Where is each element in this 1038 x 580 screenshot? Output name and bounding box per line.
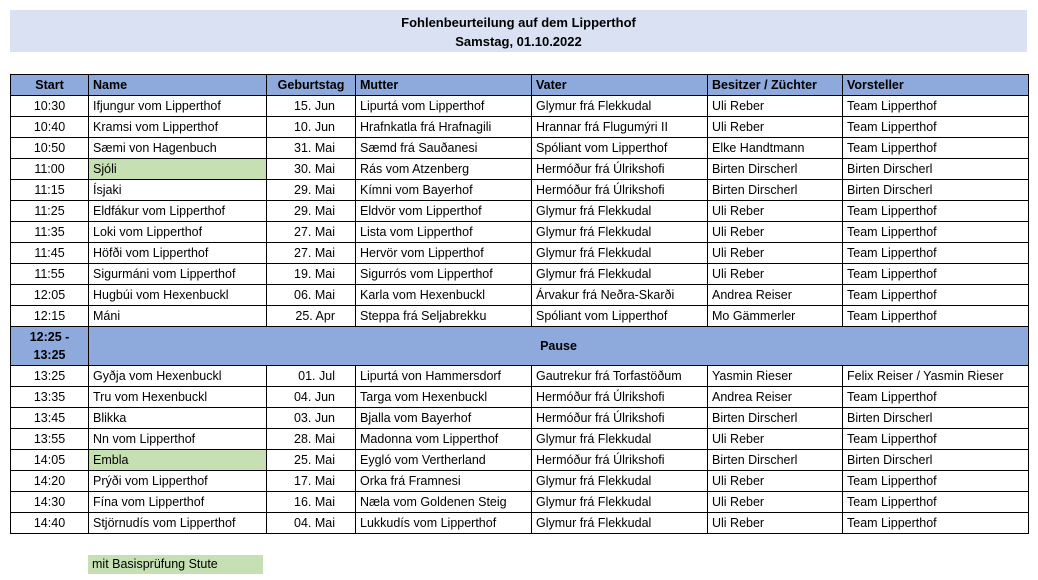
col-name-header: Name bbox=[89, 75, 267, 96]
pause-time-start: 12:25 - bbox=[29, 330, 70, 344]
cell-geburtstag: 04. Jun bbox=[267, 387, 356, 408]
cell-name: Höfði vom Lipperthof bbox=[89, 243, 267, 264]
cell-vorsteller: Team Lipperthof bbox=[843, 306, 1029, 327]
cell-vater: Glymur frá Flekkudal bbox=[532, 201, 708, 222]
cell-geburtstag: 29. Mai bbox=[267, 201, 356, 222]
cell-vorsteller: Team Lipperthof bbox=[843, 243, 1029, 264]
cell-name: Eldfákur vom Lipperthof bbox=[89, 201, 267, 222]
cell-besitzer: Andrea Reiser bbox=[708, 387, 843, 408]
cell-mutter: Lipurtá vom Lipperthof bbox=[356, 96, 532, 117]
page-subtitle: Samstag, 01.10.2022 bbox=[455, 34, 582, 49]
table-row bbox=[11, 285, 1029, 306]
cell-vater: Glymur frá Flekkudal bbox=[532, 264, 708, 285]
cell-mutter: Madonna vom Lipperthof bbox=[356, 429, 532, 450]
cell-mutter: Lista vom Lipperthof bbox=[356, 222, 532, 243]
cell-vorsteller: Team Lipperthof bbox=[843, 513, 1029, 534]
cell-start: 13:55 bbox=[11, 429, 89, 450]
cell-vorsteller: Felix Reiser / Yasmin Rieser bbox=[843, 366, 1029, 387]
cell-start: 11:55 bbox=[11, 264, 89, 285]
cell-start: 13:25 bbox=[11, 366, 89, 387]
pause-label: Pause bbox=[89, 327, 1029, 366]
cell-besitzer: Birten Dirscherl bbox=[708, 180, 843, 201]
cell-vorsteller: Birten Dirscherl bbox=[843, 180, 1029, 201]
cell-geburtstag: 27. Mai bbox=[267, 243, 356, 264]
cell-name: Fína vom Lipperthof bbox=[89, 492, 267, 513]
table-row bbox=[11, 222, 1029, 243]
pause-row bbox=[11, 327, 1029, 366]
cell-geburtstag: 06. Mai bbox=[267, 285, 356, 306]
cell-start: 12:15 bbox=[11, 306, 89, 327]
cell-vorsteller: Team Lipperthof bbox=[843, 492, 1029, 513]
col-mutter-header: Mutter bbox=[356, 75, 532, 96]
cell-mutter: Lipurtá von Hammersdorf bbox=[356, 366, 532, 387]
table-row bbox=[11, 450, 1029, 471]
cell-vater: Gautrekur frá Torfastöðum bbox=[532, 366, 708, 387]
cell-vater: Glymur frá Flekkudal bbox=[532, 471, 708, 492]
cell-name: Sigurmáni vom Lipperthof bbox=[89, 264, 267, 285]
cell-geburtstag: 01. Jul bbox=[267, 366, 356, 387]
cell-name: Ísjaki bbox=[89, 180, 267, 201]
cell-geburtstag: 03. Jun bbox=[267, 408, 356, 429]
cell-mutter: Kímni vom Bayerhof bbox=[356, 180, 532, 201]
table-row bbox=[11, 408, 1029, 429]
cell-besitzer: Uli Reber bbox=[708, 471, 843, 492]
cell-mutter: Karla vom Hexenbuckl bbox=[356, 285, 532, 306]
cell-name: Tru vom Hexenbuckl bbox=[89, 387, 267, 408]
cell-besitzer: Uli Reber bbox=[708, 513, 843, 534]
cell-vater: Hrannar frá Flugumýri II bbox=[532, 117, 708, 138]
col-geburtstag-header: Geburtstag bbox=[267, 75, 356, 96]
cell-vater: Spóliant vom Lipperthof bbox=[532, 138, 708, 159]
cell-mutter: Rás vom Atzenberg bbox=[356, 159, 532, 180]
cell-vorsteller: Team Lipperthof bbox=[843, 222, 1029, 243]
cell-name: Nn vom Lipperthof bbox=[89, 429, 267, 450]
cell-geburtstag: 30. Mai bbox=[267, 159, 356, 180]
table-row bbox=[11, 159, 1029, 180]
cell-mutter: Eldvör vom Lipperthof bbox=[356, 201, 532, 222]
cell-start: 14:40 bbox=[11, 513, 89, 534]
cell-vorsteller: Team Lipperthof bbox=[843, 429, 1029, 450]
cell-start: 11:35 bbox=[11, 222, 89, 243]
cell-besitzer: Uli Reber bbox=[708, 264, 843, 285]
cell-geburtstag: 29. Mai bbox=[267, 180, 356, 201]
cell-vorsteller: Team Lipperthof bbox=[843, 264, 1029, 285]
cell-start: 10:30 bbox=[11, 96, 89, 117]
cell-geburtstag: 28. Mai bbox=[267, 429, 356, 450]
cell-mutter: Eygló vom Vertherland bbox=[356, 450, 532, 471]
table-row bbox=[11, 138, 1029, 159]
cell-besitzer: Andrea Reiser bbox=[708, 285, 843, 306]
cell-vorsteller: Team Lipperthof bbox=[843, 96, 1029, 117]
cell-start: 13:35 bbox=[11, 387, 89, 408]
cell-besitzer: Uli Reber bbox=[708, 201, 843, 222]
cell-start: 14:20 bbox=[11, 471, 89, 492]
schedule-table bbox=[10, 74, 1029, 534]
cell-vater: Hermóður frá Úlrikshofi bbox=[532, 408, 708, 429]
cell-name: Blikka bbox=[89, 408, 267, 429]
cell-geburtstag: 04. Mai bbox=[267, 513, 356, 534]
cell-vater: Árvakur frá Neðra-Skarði bbox=[532, 285, 708, 306]
cell-vater: Glymur frá Flekkudal bbox=[532, 222, 708, 243]
col-vater-header: Vater bbox=[532, 75, 708, 96]
table-row bbox=[11, 471, 1029, 492]
cell-besitzer: Uli Reber bbox=[708, 222, 843, 243]
cell-vorsteller: Birten Dirscherl bbox=[843, 408, 1029, 429]
cell-mutter: Steppa frá Seljabrekku bbox=[356, 306, 532, 327]
cell-name: Loki vom Lipperthof bbox=[89, 222, 267, 243]
cell-mutter: Orka frá Framnesi bbox=[356, 471, 532, 492]
cell-besitzer: Uli Reber bbox=[708, 96, 843, 117]
header-row bbox=[11, 75, 1029, 96]
cell-besitzer: Birten Dirscherl bbox=[708, 450, 843, 471]
table-row bbox=[11, 96, 1029, 117]
legend-basisprufung: mit Basisprüfung Stute bbox=[88, 555, 263, 574]
cell-geburtstag: 25. Mai bbox=[267, 450, 356, 471]
cell-name: Gyðja vom Hexenbuckl bbox=[89, 366, 267, 387]
cell-name: Hugbúi vom Hexenbuckl bbox=[89, 285, 267, 306]
cell-vorsteller: Team Lipperthof bbox=[843, 471, 1029, 492]
cell-name: Prýði vom Lipperthof bbox=[89, 471, 267, 492]
cell-geburtstag: 10. Jun bbox=[267, 117, 356, 138]
cell-start: 10:50 bbox=[11, 138, 89, 159]
cell-mutter: Sigurrós vom Lipperthof bbox=[356, 264, 532, 285]
table-row bbox=[11, 387, 1029, 408]
cell-besitzer: Uli Reber bbox=[708, 243, 843, 264]
table-row bbox=[11, 117, 1029, 138]
cell-vorsteller: Team Lipperthof bbox=[843, 387, 1029, 408]
cell-mutter: Lukkudís vom Lipperthof bbox=[356, 513, 532, 534]
cell-besitzer: Uli Reber bbox=[708, 117, 843, 138]
table-row bbox=[11, 366, 1029, 387]
cell-start: 14:05 bbox=[11, 450, 89, 471]
cell-start: 11:15 bbox=[11, 180, 89, 201]
table-row bbox=[11, 492, 1029, 513]
cell-start: 11:45 bbox=[11, 243, 89, 264]
cell-besitzer: Birten Dirscherl bbox=[708, 408, 843, 429]
page-title: Fohlenbeurteilung auf dem Lipperthof bbox=[401, 15, 636, 30]
cell-mutter: Næla vom Goldenen Steig bbox=[356, 492, 532, 513]
cell-vater: Hermóður frá Úlrikshofi bbox=[532, 387, 708, 408]
cell-name: Sæmi von Hagenbuch bbox=[89, 138, 267, 159]
cell-vorsteller: Birten Dirscherl bbox=[843, 450, 1029, 471]
cell-vorsteller: Team Lipperthof bbox=[843, 138, 1029, 159]
cell-besitzer: Mo Gämmerler bbox=[708, 306, 843, 327]
cell-geburtstag: 31. Mai bbox=[267, 138, 356, 159]
cell-start: 14:30 bbox=[11, 492, 89, 513]
cell-start: 11:00 bbox=[11, 159, 89, 180]
cell-mutter: Bjalla vom Bayerhof bbox=[356, 408, 532, 429]
cell-vater: Hermóður frá Úlrikshofi bbox=[532, 159, 708, 180]
table-row bbox=[11, 306, 1029, 327]
cell-besitzer: Uli Reber bbox=[708, 492, 843, 513]
cell-vater: Glymur frá Flekkudal bbox=[532, 243, 708, 264]
pause-time-end: 13:25 bbox=[33, 348, 66, 362]
title-banner bbox=[10, 10, 1027, 52]
cell-vater: Hermóður frá Úlrikshofi bbox=[532, 450, 708, 471]
cell-vorsteller: Team Lipperthof bbox=[843, 285, 1029, 306]
cell-name: Sjóli bbox=[89, 159, 267, 180]
col-besitzer-header: Besitzer / Züchter bbox=[708, 75, 843, 96]
cell-vater: Glymur frá Flekkudal bbox=[532, 96, 708, 117]
cell-name: Stjörnudís vom Lipperthof bbox=[89, 513, 267, 534]
cell-besitzer: Birten Dirscherl bbox=[708, 159, 843, 180]
cell-name: Ifjungur vom Lipperthof bbox=[89, 96, 267, 117]
cell-besitzer: Elke Handtmann bbox=[708, 138, 843, 159]
cell-besitzer: Uli Reber bbox=[708, 429, 843, 450]
table-row bbox=[11, 264, 1029, 285]
cell-vater: Hermóður frá Úlrikshofi bbox=[532, 180, 708, 201]
table-row bbox=[11, 201, 1029, 222]
cell-start: 10:40 bbox=[11, 117, 89, 138]
table-row bbox=[11, 243, 1029, 264]
cell-geburtstag: 17. Mai bbox=[267, 471, 356, 492]
cell-start: 12:05 bbox=[11, 285, 89, 306]
cell-name: Máni bbox=[89, 306, 267, 327]
cell-name: Kramsi vom Lipperthof bbox=[89, 117, 267, 138]
cell-vater: Glymur frá Flekkudal bbox=[532, 492, 708, 513]
table-row bbox=[11, 180, 1029, 201]
cell-vorsteller: Birten Dirscherl bbox=[843, 159, 1029, 180]
cell-geburtstag: 27. Mai bbox=[267, 222, 356, 243]
col-vorsteller-header: Vorsteller bbox=[843, 75, 1029, 96]
cell-vorsteller: Team Lipperthof bbox=[843, 117, 1029, 138]
table-row bbox=[11, 513, 1029, 534]
cell-name: Embla bbox=[89, 450, 267, 471]
cell-geburtstag: 16. Mai bbox=[267, 492, 356, 513]
cell-geburtstag: 25. Apr bbox=[267, 306, 356, 327]
cell-start: 13:45 bbox=[11, 408, 89, 429]
table-row bbox=[11, 429, 1029, 450]
cell-vater: Spóliant vom Lipperthof bbox=[532, 306, 708, 327]
cell-geburtstag: 15. Jun bbox=[267, 96, 356, 117]
cell-besitzer: Yasmin Rieser bbox=[708, 366, 843, 387]
cell-vorsteller: Team Lipperthof bbox=[843, 201, 1029, 222]
cell-geburtstag: 19. Mai bbox=[267, 264, 356, 285]
cell-mutter: Hervör vom Lipperthof bbox=[356, 243, 532, 264]
pause-time bbox=[11, 327, 89, 366]
cell-mutter: Sæmd frá Sauðanesi bbox=[356, 138, 532, 159]
cell-vater: Glymur frá Flekkudal bbox=[532, 513, 708, 534]
cell-start: 11:25 bbox=[11, 201, 89, 222]
col-start-header: Start bbox=[11, 75, 89, 96]
cell-mutter: Hrafnkatla frá Hrafnagili bbox=[356, 117, 532, 138]
cell-vater: Glymur frá Flekkudal bbox=[532, 429, 708, 450]
cell-mutter: Targa vom Hexenbuckl bbox=[356, 387, 532, 408]
